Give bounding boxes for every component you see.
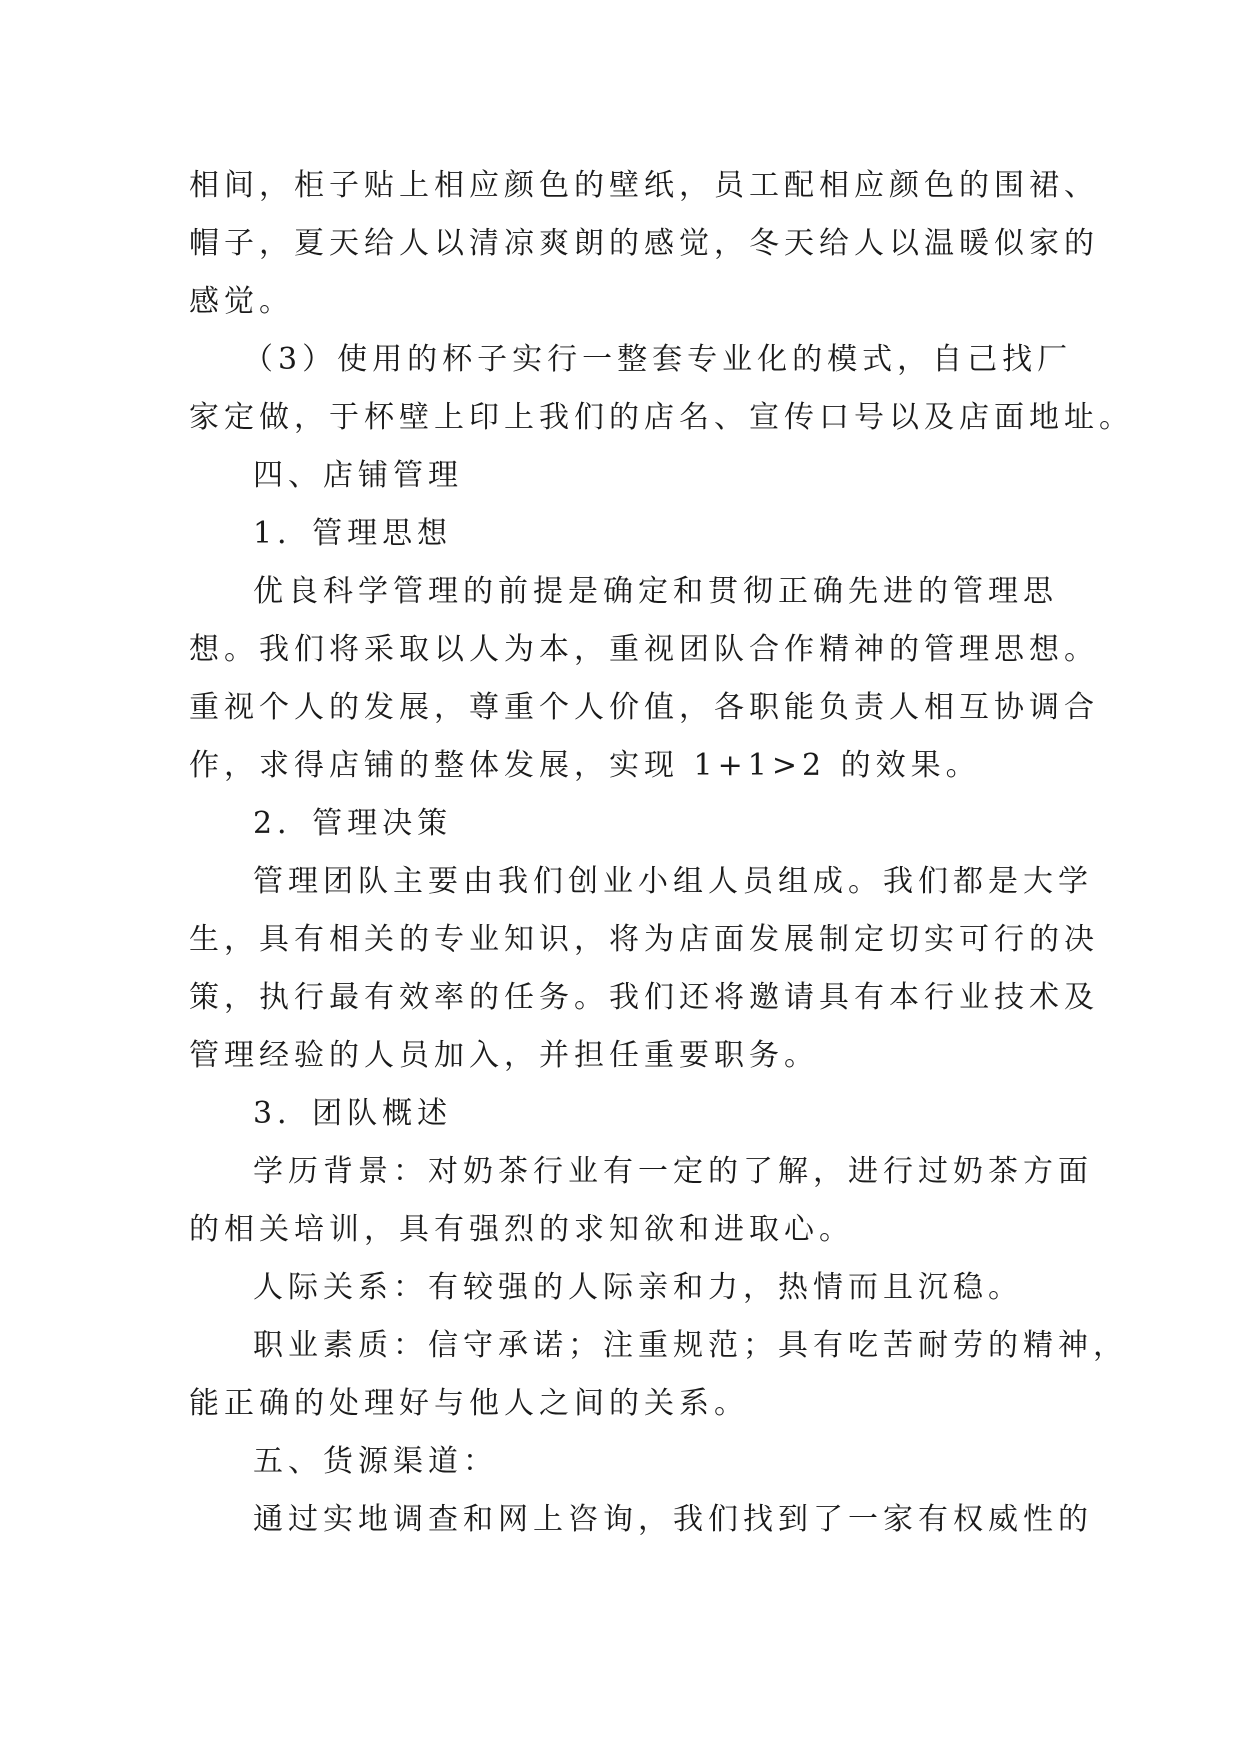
text-line: 策，执行最有效率的任务。我们还将邀请具有本行业技术及 <box>189 980 1099 1015</box>
subheading-management-decisions: 2．管理决策 <box>253 806 453 841</box>
section-heading-supply-channels: 五、货源渠道： <box>253 1444 498 1479</box>
text-line: 管理经验的人员加入，并担任重要职务。 <box>189 1038 819 1073</box>
paragraph-education: 学历背景：对奶茶行业有一定的了解，进行过奶茶方面 <box>253 1154 1093 1189</box>
paragraph-start: 管理团队主要由我们创业小组人员组成。我们都是大学 <box>253 864 1093 899</box>
text-line: 帽子，夏天给人以清凉爽朗的感觉，冬天给人以温暖似家的 <box>189 226 1099 261</box>
text-line: 作，求得店铺的整体发展，实现 1+1>2 的效果。 <box>189 748 981 783</box>
text-line: 家定做，于杯壁上印上我们的店名、宣传口号以及店面地址。 <box>189 400 1134 435</box>
text-line: 的相关培训，具有强烈的求知欲和进取心。 <box>189 1212 854 1247</box>
paragraph-professional-quality: 职业素质：信守承诺；注重规范；具有吃苦耐劳的精神， <box>253 1328 1128 1363</box>
subheading-management-philosophy: 1．管理思想 <box>253 516 453 551</box>
paragraph-start: 优良科学管理的前提是确定和贯彻正确先进的管理思 <box>253 574 1058 609</box>
text-line: 重视个人的发展，尊重个人价值，各职能负责人相互协调合 <box>189 690 1099 725</box>
text-line: 感觉。 <box>189 284 294 319</box>
document-body <box>189 157 1134 1549</box>
text-line: 生，具有相关的专业知识，将为店面发展制定切实可行的决 <box>189 922 1099 957</box>
list-item-3: （3）使用的杯子实行一整套专业化的模式，自己找厂 <box>243 342 1073 377</box>
text-line: 相间，柜子贴上相应颜色的壁纸，员工配相应颜色的围裙、 <box>189 168 1099 203</box>
text-line: 能正确的处理好与他人之间的关系。 <box>189 1386 749 1421</box>
section-heading-store-management: 四、店铺管理 <box>253 458 463 493</box>
subheading-team-overview: 3．团队概述 <box>253 1096 453 1131</box>
paragraph-start: 通过实地调查和网上咨询，我们找到了一家有权威性的 <box>253 1502 1093 1537</box>
paragraph-relationships: 人际关系：有较强的人际亲和力，热情而且沉稳。 <box>253 1270 1023 1305</box>
text-line: 想。我们将采取以人为本，重视团队合作精神的管理思想。 <box>189 632 1099 667</box>
